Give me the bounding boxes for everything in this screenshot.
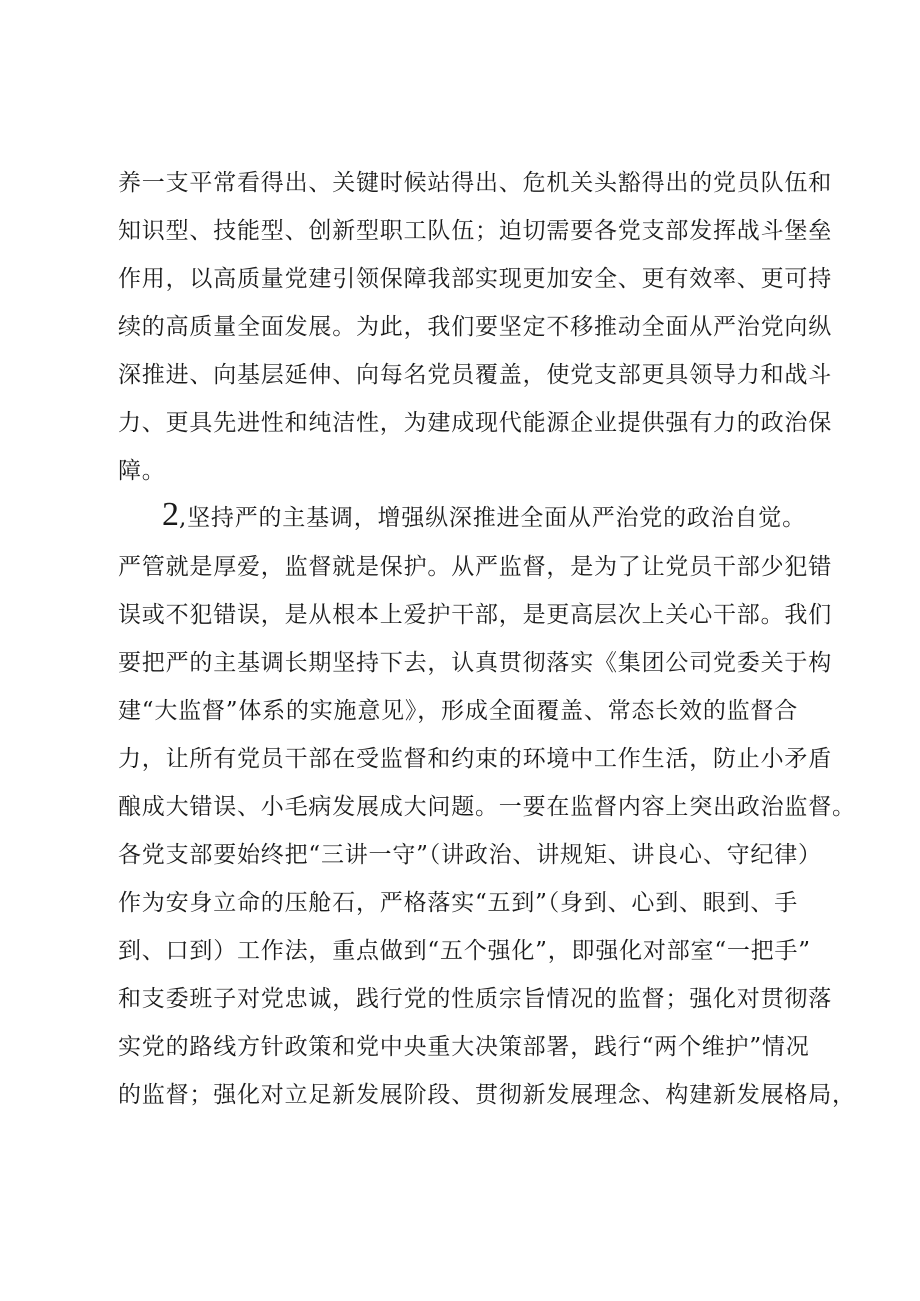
paragraph-line: 养一支平常看得出、关键时候站得出、危机关头豁得出的党员队伍和: [118, 170, 832, 196]
paragraph-line: 各党支部要始终把“三讲一守”（讲政治、讲规矩、讲良心、守纪律）: [118, 842, 822, 868]
section-heading: [162, 496, 862, 533]
section-heading-text: ,坚持严的主基调，增强纵深推进全面从严治党的政治自觉。: [179, 505, 806, 531]
paragraph-line: 严管就是厚爱，监督就是保护。从严监督，是为了让党员干部少犯错: [118, 554, 832, 580]
paragraph-line: 作用，以高质量党建引领保障我部实现更加安全、更有效率、更可持: [118, 266, 832, 292]
section-number: 2: [162, 496, 179, 533]
paragraph-line: 障。: [118, 458, 166, 484]
paragraph-line: 要把严的主基调长期坚持下去，认真贯彻落实《集团公司党委关于构: [118, 650, 832, 676]
paragraph-line: 力、更具先进性和纯洁性，为建成现代能源企业提供强有力的政治保: [118, 410, 832, 436]
paragraph-line: 续的高质量全面发展。为此，我们要坚定不移推动全面从严治党向纵: [118, 314, 832, 340]
paragraph-line: 和支委班子对党忠诚，践行党的性质宗旨情况的监督；强化对贯彻落: [118, 986, 832, 1012]
paragraph-line: 深推进、向基层延伸、向每名党员覆盖，使党支部更具领导力和战斗: [118, 362, 832, 388]
paragraph-line: 力，让所有党员干部在受监督和约束的环境中工作生活，防止小矛盾: [118, 746, 832, 772]
paragraph-line: 酿成大错误、小毛病发展成大问题。一要在监督内容上突出政治监督。: [118, 794, 856, 820]
paragraph-line: 知识型、技能型、创新型职工队伍；迫切需要各党支部发挥战斗堡垒: [118, 218, 832, 244]
paragraph-line: 实党的路线方针政策和党中央重大决策部署，践行“两个维护”情况: [118, 1034, 810, 1060]
paragraph-line: 的监督；强化对立足新发展阶段、贯彻新发展理念、构建新发展格局，: [118, 1082, 856, 1108]
paragraph-line: 建“大监督”体系的实施意见》，形成全面覆盖、常态长效的监督合: [118, 698, 799, 724]
paragraph-line: 到、口到）工作法，重点做到“五个强化”，即强化对部室“一把手”: [118, 938, 811, 964]
paragraph-line: 作为安身立命的压舱石，严格落实“五到”（身到、心到、眼到、手: [118, 890, 799, 916]
paragraph-line: 误或不犯错误，是从根本上爱护干部，是更高层次上关心干部。我们: [118, 602, 832, 628]
